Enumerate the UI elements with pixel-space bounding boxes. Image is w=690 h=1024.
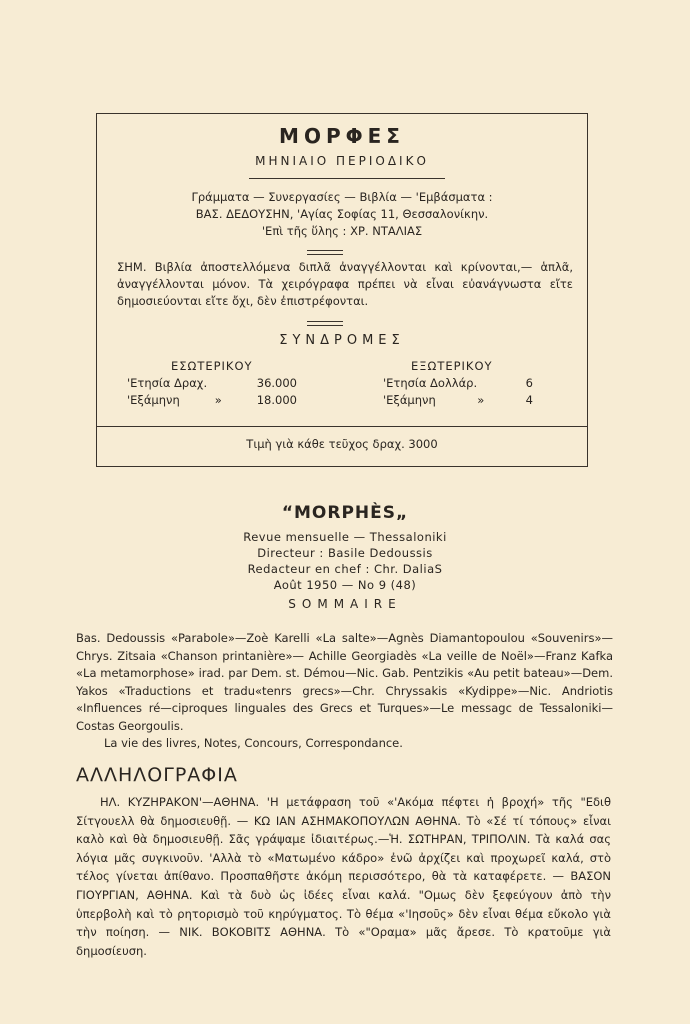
- issue-price: Τιμὴ γιὰ κάθε τεῦχος δραχ. 3000: [246, 437, 438, 451]
- magazine-title: ΜΟΡΦΕΣ: [279, 124, 405, 148]
- sections-line: Γράμματα — Συνεργασίες — Βιβλία — 'Εμβάσματα :: [191, 190, 493, 204]
- address-line: ΒΑΣ. ΔΕΔΟΥΣΗΝ, 'Αγίας Σοφίας 11, Θεσσαλονίκην.: [195, 207, 489, 221]
- contents-text: Bas. Dedoussis «Parabole»—Zoè Karelli «La salte»—Agnès Diamantopoulou «Souvenirs»—Chrys. Zitsaia «Chanson printanière»— Achille Georgiadès «La veille de Noël»—Franz Kafka «La metamorphose» irad. par Dem. st. Démou—Nic. Gab. Pentzikis «Au petit bateau»—Dem. Yakos «Traductions et tradu«tenrs grecs»—Chr. Chryssakis «Kydippe»—Nic. Andriotis «Influences ré—ciproques linguales des Grecs et Turques»—Le messagc de Tessaloniki—Costas Georgoulis.: [76, 631, 613, 733]
- divider: [249, 178, 445, 179]
- domestic-header: ΕΣΩΤΕΡΙΚΟΥ: [171, 359, 253, 373]
- magazine-subtitle: ΜΗΝΙΑΙΟ ΠΕΡΙΟΔΙΚΟ: [255, 154, 429, 168]
- french-line-revue: Revue mensuelle — Thessaloniki: [243, 530, 447, 544]
- divider: [97, 426, 587, 427]
- double-divider: [307, 250, 343, 255]
- french-title: “MORPHÈS„: [281, 503, 409, 523]
- french-line-redacteur: Redacteur en chef : Chr. DaliaS: [247, 562, 443, 576]
- foreign-half-label: 'Εξάμηνη: [383, 393, 436, 407]
- contents-last-line: La vie des livres, Notes, Concours, Correspondance.: [104, 736, 403, 750]
- masthead-box: [96, 113, 588, 467]
- french-line-issue: Août 1950 — No 9 (48): [273, 578, 417, 592]
- correspondence-heading: ΑΛΛΗΛΟΓΡΑΦΙΑ: [76, 764, 238, 786]
- double-divider: [307, 321, 343, 326]
- correspondence-text: ΗΛ. ΚΥΖΗΡΑΚΟΝ'—ΑΘΗΝΑ. 'Η μετάφραση τοῦ «'Ακόμα πέφτει ἡ βροχή» τῆς "Εδιθ Σίτγουελλ θὰ δημοσιευθῇ. — ΚΩ ΙΑΝ ΑΣΗΜΑΚΟΠΟΥΛΩΝ ΑΘΗΝΑ. Τὸ «Σέ τί τόπους» εἶναι καλὸ καὶ θὰ δημοσιευθῇ. Σᾶς γράψαμε ἰδιαιτέρως.—Ἡ. ΣΩΤΗΡΑΝ, ΤΡΙΠΟΛΙΝ. Τὰ καλά σας λόγια μᾶς συγκινοῦν. 'Αλλὰ τὸ «Ματωμένο κάδρο» ἐνῶ ἀρχίζει καὶ προχωρεῖ καλά, στὸ τέλος γίνεται ἀπίθανο. Προσπαθῆστε ἀκόμη περισσότερο, θὰ τὰ καταφέρετε. — ΒΑΣΟΝ ΓΙΟΥΡΓΙΑΝ, ΑΘΗΝΑ. Καὶ τὰ δυὸ ὡς ἰδέες εἶναι καλά. "Ομως δὲν ξεφεύγουν ἀπὸ τὴν ὑπερβολὴ καὶ τὸ ρητορισμὸ τοῦ κηρύγματος. Τὸ θέμα «'Ιησοῦς» δὲν εἶναι θέμα εὔκολο γιὰ τὴν ποίηση. — ΝΙΚ. ΒΟΚΟΒΙΤΣ ΑΘΗΝΑ. Τὸ «"Οραμα» μᾶς ἄρεσε. Τὸ κρατοῦμε γιὰ δημοσίευση.: [76, 795, 611, 958]
- domestic-annual-value: 36.000: [256, 376, 297, 390]
- table-of-contents: [76, 630, 613, 753]
- domestic-annual-label: 'Ετησία Δραχ.: [127, 376, 208, 390]
- notice-text: ΣΗΜ. Βιβλία ἀποστελλόμενα διπλᾶ ἀναγγέλλονται καὶ κρίνονται,— ἁπλᾶ, ἀναγγέλλονται μόνον. Τὰ χειρόγραφα πρέπει νὰ εἶναι εὐανάγνωστα εἴτε δημοσιεύονται εἴτε ὄχι, δὲν ἐπιστρέφονται.: [117, 260, 573, 308]
- editor-line: 'Επὶ τῆς ὕλης : ΧΡ. ΝΤΑΛΙΑΣ: [261, 224, 423, 238]
- french-line-directeur: Directeur : Basile Dedoussis: [257, 546, 433, 560]
- foreign-annual-value: 6: [525, 376, 533, 390]
- domestic-half-mark: »: [214, 393, 222, 407]
- foreign-half-value: 4: [525, 393, 533, 407]
- foreign-annual-label: 'Ετησία Δολλάρ.: [383, 376, 478, 390]
- foreign-half-mark: »: [477, 393, 485, 407]
- sommaire-heading: SOMMAIRE: [288, 597, 402, 611]
- domestic-half-label: 'Εξάμηνη: [127, 393, 180, 407]
- foreign-rates: [383, 358, 533, 409]
- foreign-header: ΕΞΩΤΕΡΙΚΟΥ: [411, 359, 493, 373]
- subscriptions-heading: ΣΥΝΔΡΟΜΕΣ: [279, 333, 405, 348]
- domestic-rates: [127, 358, 297, 409]
- domestic-half-value: 18.000: [256, 393, 297, 407]
